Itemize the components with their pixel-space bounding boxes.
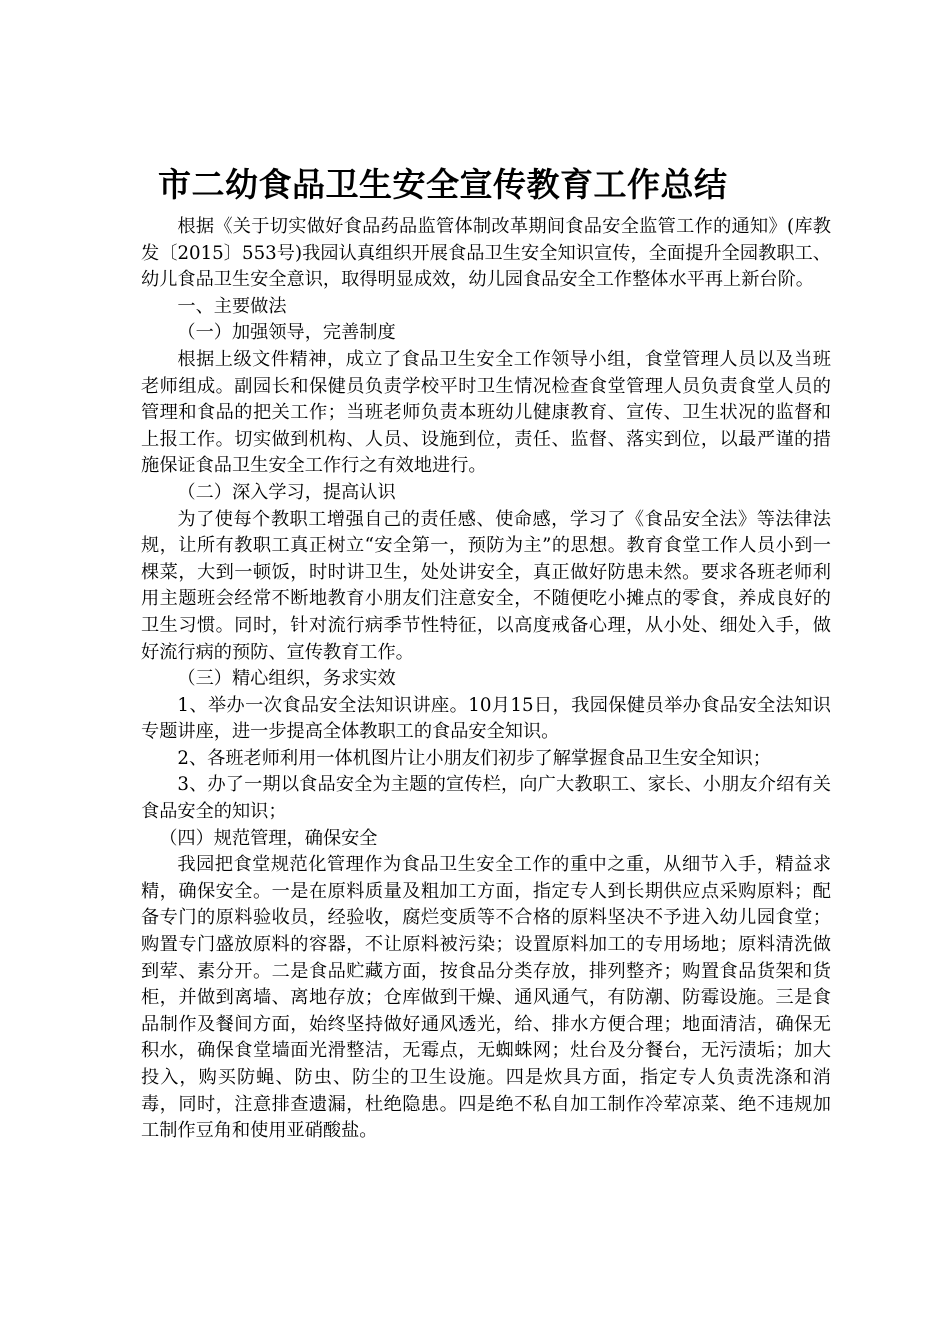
subsection-heading-organization: （三）精心组织，务求实效	[177, 668, 396, 690]
organization-item-3: 3、办了一期以食品安全为主题的宣传栏，向广大教职工、家长、小朋友介绍有关食品安全的知识；	[141, 774, 831, 823]
section-heading-main-practices: 一、主要做法	[177, 295, 287, 317]
learning-paragraph: 为了使每个教职工增强自己的责任感、使命感，学习了《食品安全法》等法律法规，让所有教职工真正树立“安全第一，预防为主”的思想。教育食堂工作人员小到一棵菜，大到一顿饭，时时讲卫生，处处讲安全，真正做好防患未然。要求各班老师利用主题班会经常不断地教育小朋友们注意安全，不随便吃小摊点的零食，养成良好的卫生习惯。同时，针对流行病季节性特征，以高度戒备心理，从小处、细处入手，做好流行病的预防、宣传教育工作。	[141, 508, 831, 663]
document-body	[141, 160, 831, 1145]
leadership-paragraph: 根据上级文件精神，成立了食品卫生安全工作领导小组，食堂管理人员以及当班老师组成。副园长和保健员负责学校平时卫生情况检查食堂管理人员负责食堂人员的管理和食品的把关工作；当班老师负责本班幼儿健康教育、宣传、卫生状况的监督和上报工作。切实做到机构、人员、设施到位，责任、监督、落实到位，以最严谨的措施保证食品卫生安全工作行之有效地进行。	[141, 348, 831, 477]
intro-paragraph: 根据《关于切实做好食品药品监管体制改革期间食品安全监管工作的通知》(库教发〔2015〕553号)我园认真组织开展食品卫生安全知识宣传，全面提升全园教职工、幼儿食品卫生安全意识，取得明显成效，幼儿园食品安全工作整体水平再上新台阶。	[141, 216, 831, 291]
organization-item-2: 2、各班老师利用一体机图片让小朋友们初步了解掌握食品卫生安全知识；	[177, 747, 771, 769]
subsection-heading-learning: （二）深入学习，提高认识	[177, 481, 396, 503]
subsection-heading-leadership: （一）加强领导，完善制度	[177, 322, 396, 344]
subsection-heading-management: （四）规范管理，确保安全	[159, 827, 378, 849]
organization-item-1: 1、举办一次食品安全法知识讲座。10月15日，我园保健员举办食品安全法知识专题讲座，进一步提高全体教职工的食品安全知识。	[141, 694, 831, 743]
document-title: 市二幼食品卫生安全宣传教育工作总结	[158, 165, 728, 204]
management-paragraph: 我园把食堂规范化管理作为食品卫生安全工作的重中之重，从细节入手，精益求精，确保安全。一是在原料质量及粗加工方面，指定专人到长期供应点采购原料；配备专门的原料验收员，经验收，腐烂变质等不合格的原料坚决不予进入幼儿园食堂；购置专门盛放原料的容器，不让原料被污染；设置原料加工的专用场地；原料清洗做到荤、素分开。二是食品贮藏方面，按食品分类存放，排列整齐；购置食品货架和货柜，并做到离墙、离地存放；仓库做到干燥、通风通气，有防潮、防霉设施。三是食品制作及餐间方面，始终坚持做好通风透光，给、排水方便合理；地面清洁，确保无积水，确保食堂墙面光滑整洁，无霉点，无蜘蛛网；灶台及分餐台，无污渍垢；加大投入，购买防蝇、防虫、防尘的卫生设施。四是炊具方面，指定专人负责洗涤和消毒，同时，注意排查遗漏，杜绝隐患。四是绝不私自加工制作冷荤凉菜、绝不违规加工制作豆角和使用亚硝酸盐。	[141, 854, 831, 1142]
